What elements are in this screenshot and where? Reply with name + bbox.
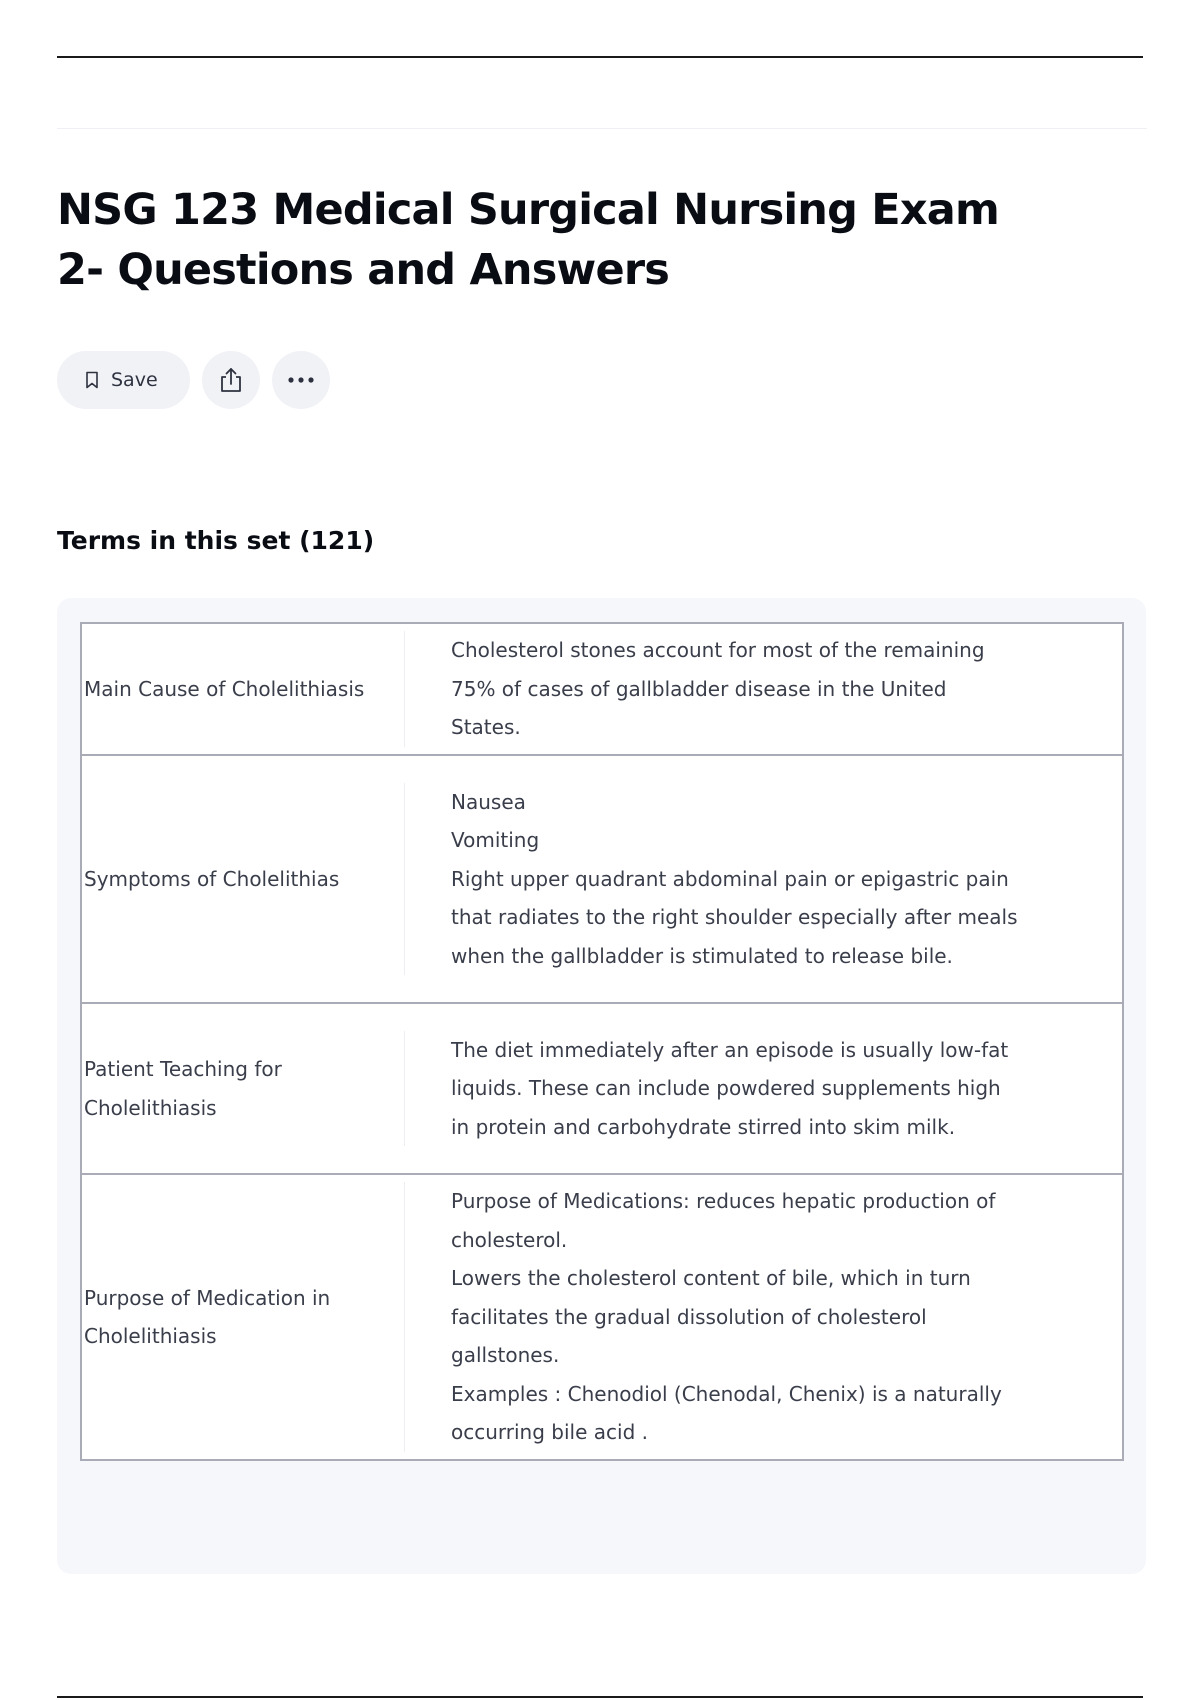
- more-horizontal-icon: [287, 376, 315, 384]
- terms-heading: Terms in this set (121): [57, 526, 375, 555]
- term-row: [81, 1174, 1123, 1460]
- definition-cell: [404, 755, 1123, 1003]
- share-icon: [218, 366, 244, 394]
- definition-text: Nausea: [451, 789, 526, 814]
- definition-text: The diet immediately after an episode is usually low-fat liquids. These can include powdered supplements high in protein and carbohydrate stirred into skim milk.: [451, 1037, 1009, 1139]
- term-text: Symptoms of Cholelithias: [81, 755, 404, 1003]
- term-text: Main Cause of Cholelithiasis: [81, 623, 404, 755]
- definition-cell: [404, 1174, 1123, 1460]
- top-divider: [57, 56, 1143, 58]
- term-text: Purpose of Medication in Cholelithiasis: [81, 1174, 404, 1460]
- save-label: Save: [111, 369, 158, 391]
- more-options-button[interactable]: [272, 351, 330, 409]
- definition-text: Purpose of Medications: reduces hepatic production of cholesterol.: [451, 1189, 996, 1252]
- term-row: [81, 623, 1123, 755]
- share-button[interactable]: [202, 351, 260, 409]
- term-row: [81, 1003, 1123, 1174]
- header-separator: [57, 128, 1147, 129]
- term-text: Patient Teaching for Cholelithiasis: [81, 1003, 404, 1174]
- definition-cell: [404, 1003, 1123, 1174]
- save-button[interactable]: [57, 351, 190, 409]
- definition-text: Examples : Chenodiol (Chenodal, Chenix) is a naturally occurring bile acid .: [451, 1381, 1002, 1445]
- definition-text: Right upper quadrant abdominal pain or epigastric pain that radiates to the right shoulder especially after meals when the gallbladder is stimulated to release bile.: [451, 866, 1018, 968]
- bookmark-icon: [85, 371, 99, 389]
- action-bar: [57, 351, 330, 409]
- bottom-divider: [57, 1696, 1143, 1698]
- term-row: [81, 755, 1123, 1003]
- definition-text: Cholesterol stones account for most of the remaining 75% of cases of gallbladder disease in the United States.: [451, 638, 985, 740]
- page-title: NSG 123 Medical Surgical Nursing Exam 2- Questions and Answers: [57, 185, 999, 295]
- definition-text: Vomiting: [451, 828, 540, 853]
- terms-table: [80, 622, 1124, 1461]
- definition-text: Lowers the cholesterol content of bile, which in turn facilitates the gradual dissolution of cholesterol gallstones.: [451, 1266, 971, 1368]
- definition-cell: [404, 623, 1123, 755]
